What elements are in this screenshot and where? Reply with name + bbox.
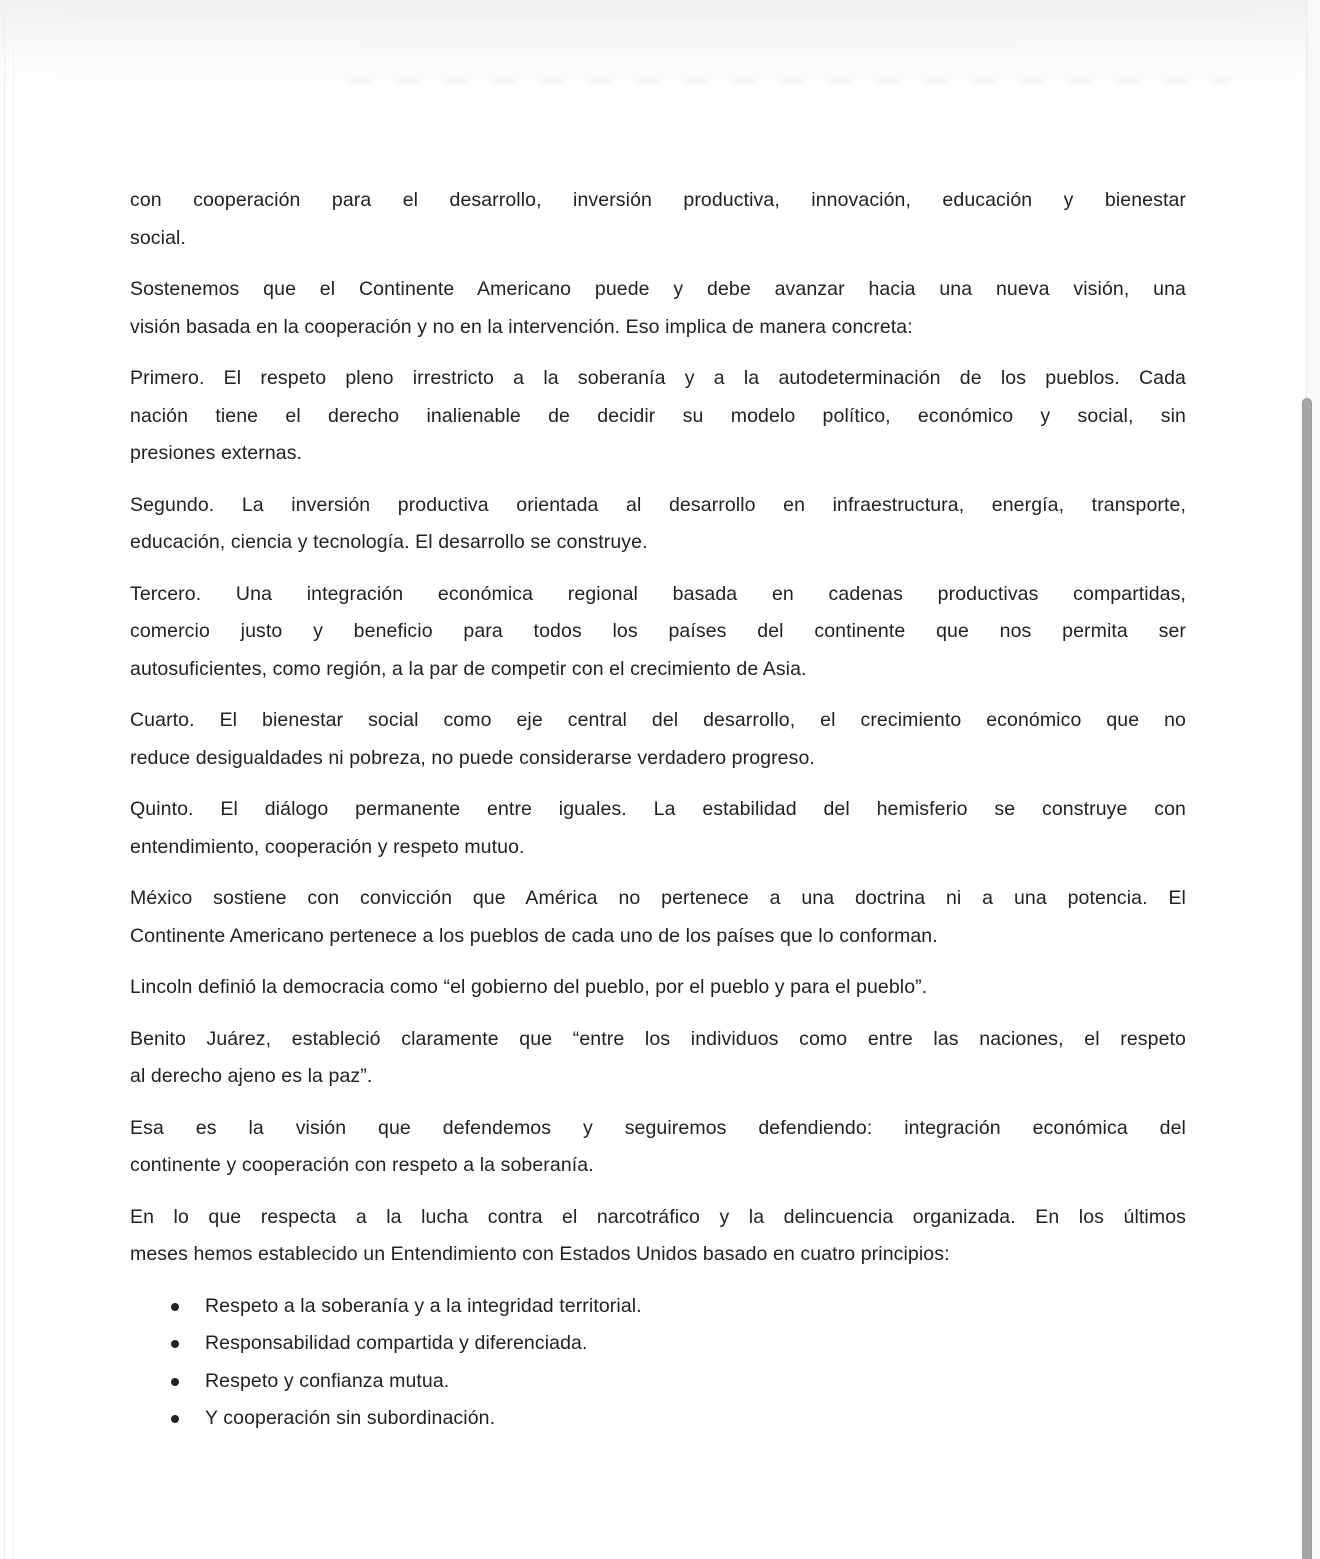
text-line: Quinto. El diálogo permanente entre iguales. La estabilidad del hemisferio se construye con — [130, 798, 1186, 820]
text-line: México sostiene con convicción que América no pertenece a una doctrina ni a una potencia. El — [130, 887, 1186, 909]
list-item-text: Responsabilidad compartida y diferenciada. — [205, 1332, 588, 1354]
text-line: Tercero. Una integración económica regional basada en cadenas productivas compartidas, — [130, 582, 1186, 605]
paragraph-4 — [130, 487, 1186, 562]
text-line: Segundo. La inversión productiva orientada al desarrollo en infraestructura, energía, transporte, — [130, 493, 1186, 516]
paragraph-3 — [130, 360, 1186, 473]
bullet-icon — [171, 1378, 179, 1386]
ghost-text-streak — [60, 70, 1290, 78]
list-item — [130, 1363, 1186, 1401]
paragraph-12 — [130, 1199, 1186, 1274]
page-edge-line — [4, 0, 5, 1559]
list-item-text: Respeto y confianza mutua. — [205, 1369, 450, 1392]
bullet-list — [130, 1288, 1186, 1438]
list-item-text: Respeto a la soberanía y a la integridad territorial. — [205, 1294, 642, 1317]
text-line: presiones externas. — [130, 442, 303, 464]
text-line: reduce desigualdades ni pobreza, no puede considerarse verdadero progreso. — [130, 746, 815, 769]
text-line: Primero. El respeto pleno irrestricto a la soberanía y a la autodeterminación de los pueblos. Cada — [130, 367, 1186, 389]
list-item — [130, 1288, 1186, 1326]
ghost-text-streak — [360, 36, 1020, 44]
page-edge-line — [13, 0, 14, 1559]
text-line: autosuficientes, como región, a la par de competir con el crecimiento de Asia. — [130, 657, 807, 680]
paragraph-6 — [130, 702, 1186, 777]
text-line: Benito Juárez, estableció claramente que “entre los individuos como entre las naciones, el respeto — [130, 1027, 1186, 1050]
text-line: Lincoln definió la democracia como “el gobierno del pueblo, por el pueblo y para el pueblo”. — [130, 976, 928, 998]
text-line: continente y cooperación con respeto a la soberanía. — [130, 1154, 594, 1176]
text-line: al derecho ajeno es la paz”. — [130, 1065, 373, 1087]
text-line: entendimiento, cooperación y respeto mutuo. — [130, 835, 525, 858]
ghost-text-streak — [70, 8, 1250, 17]
paragraph-2 — [130, 271, 1186, 346]
text-line: nación tiene el derecho inalienable de decidir su modelo político, económico y social, sin — [130, 404, 1186, 427]
text-line: meses hemos establecido un Entendimiento con Estados Unidos basado en cuatro principios: — [130, 1243, 950, 1265]
ghost-dashed-row — [350, 78, 1230, 85]
paragraph-8 — [130, 880, 1186, 955]
bullet-icon — [171, 1303, 179, 1311]
text-line: comercio justo y beneficio para todos los países del continente que nos permita ser — [130, 620, 1186, 642]
text-line: visión basada en la cooperación y no en la intervención. Eso implica de manera concreta: — [130, 315, 913, 338]
list-item — [130, 1325, 1186, 1363]
text-line: En lo que respecta a la lucha contra el narcotráfico y la delincuencia organizada. En los últimos — [130, 1205, 1186, 1228]
paragraph-7 — [130, 791, 1186, 866]
document-page — [130, 182, 1186, 1438]
text-line: Continente Americano pertenece a los pueblos de cada uno de los países que lo conforman. — [130, 924, 938, 947]
bullet-icon — [171, 1340, 179, 1348]
paragraph-1 — [130, 182, 1186, 257]
bullet-icon — [171, 1415, 179, 1423]
paragraph-5 — [130, 576, 1186, 689]
text-line: Esa es la visión que defendemos y seguiremos defendiendo: integración económica del — [130, 1116, 1186, 1139]
text-line: educación, ciencia y tecnología. El desarrollo se construye. — [130, 531, 648, 553]
list-item — [130, 1400, 1186, 1438]
paragraph-9 — [130, 969, 1186, 1007]
text-line: con cooperación para el desarrollo, inversión productiva, innovación, educación y bienestar — [130, 189, 1186, 211]
paragraph-10 — [130, 1021, 1186, 1096]
text-line: Sostenemos que el Continente Americano puede y debe avanzar hacia una nueva visión, una — [130, 278, 1186, 300]
text-line: Cuarto. El bienestar social como eje central del desarrollo, el crecimiento económico que no — [130, 709, 1186, 731]
paragraph-11 — [130, 1110, 1186, 1185]
list-item-text: Y cooperación sin subordinación. — [205, 1407, 496, 1429]
text-line: social. — [130, 226, 186, 249]
page-top-ghosting — [0, 0, 1320, 92]
scrollbar-thumb[interactable] — [1302, 398, 1312, 1559]
